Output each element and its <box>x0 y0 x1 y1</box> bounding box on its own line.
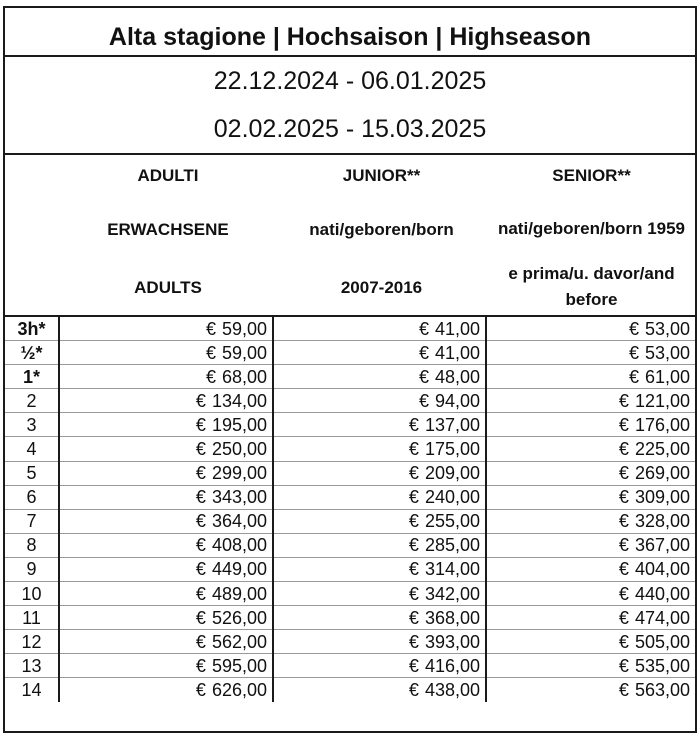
currency-symbol: € <box>618 390 629 411</box>
price-senior <box>486 437 695 461</box>
price-value: 342,00 <box>424 583 480 604</box>
currency-symbol: € <box>418 366 429 387</box>
header-senior-line2: nati/geboren/born 1959 <box>497 219 686 238</box>
price-adult <box>59 678 273 702</box>
currency-symbol: € <box>628 342 639 363</box>
price-senior <box>486 533 695 557</box>
price-value: 562,00 <box>211 631 267 652</box>
currency-symbol: € <box>195 535 206 556</box>
price-value: 137,00 <box>424 414 480 435</box>
currency-symbol: € <box>205 366 216 387</box>
price-junior <box>273 533 486 557</box>
table-row <box>5 557 695 581</box>
currency-symbol: € <box>408 559 419 580</box>
price-senior <box>486 485 695 509</box>
price-value: 343,00 <box>211 487 267 508</box>
currency-symbol: € <box>618 439 629 460</box>
currency-symbol: € <box>618 607 629 628</box>
price-value: 94,00 <box>434 390 480 411</box>
currency-symbol: € <box>618 559 629 580</box>
header-senior-line3: e prima/u. davor/and before <box>508 264 675 309</box>
price-junior <box>273 437 486 461</box>
table-row <box>5 485 695 509</box>
duration-label: 14 <box>5 678 59 702</box>
price-junior <box>273 365 486 389</box>
currency-symbol: € <box>408 535 419 556</box>
price-junior <box>273 485 486 509</box>
table-row <box>5 630 695 654</box>
price-value: 368,00 <box>424 607 480 628</box>
price-value: 474,00 <box>634 607 690 628</box>
table-row <box>5 365 695 389</box>
duration-label: 6 <box>5 485 59 509</box>
currency-symbol: € <box>195 414 206 435</box>
duration-label: 8 <box>5 533 59 557</box>
currency-symbol: € <box>195 607 206 628</box>
price-junior <box>273 606 486 630</box>
price-value: 176,00 <box>634 414 690 435</box>
currency-symbol: € <box>618 414 629 435</box>
price-value: 595,00 <box>211 655 267 676</box>
currency-symbol: € <box>408 631 419 652</box>
price-value: 393,00 <box>424 631 480 652</box>
header-senior <box>488 155 695 315</box>
table-row <box>5 317 695 341</box>
price-value: 41,00 <box>434 318 480 339</box>
price-adult <box>59 341 273 365</box>
currency-symbol: € <box>628 318 639 339</box>
currency-symbol: € <box>205 318 216 339</box>
currency-symbol: € <box>195 655 206 676</box>
table-row <box>5 582 695 606</box>
price-adult <box>59 606 273 630</box>
price-adult <box>59 654 273 678</box>
price-senior <box>486 509 695 533</box>
price-value: 489,00 <box>211 583 267 604</box>
price-adult <box>59 437 273 461</box>
price-senior <box>486 341 695 365</box>
price-senior <box>486 365 695 389</box>
column-headers <box>5 155 695 317</box>
duration-label: 11 <box>5 606 59 630</box>
header-adults-line1: ADULTI <box>137 166 199 185</box>
price-adult <box>59 389 273 413</box>
duration-label: 7 <box>5 509 59 533</box>
price-value: 314,00 <box>424 559 480 580</box>
price-value: 250,00 <box>211 439 267 460</box>
table-row <box>5 413 695 437</box>
table-row <box>5 341 695 365</box>
price-adult <box>59 582 273 606</box>
currency-symbol: € <box>195 559 206 580</box>
price-adult <box>59 509 273 533</box>
header-senior-line1: SENIOR** <box>552 166 631 185</box>
price-value: 269,00 <box>634 463 690 484</box>
header-junior-line3: 2007-2016 <box>340 278 423 297</box>
price-adult <box>59 365 273 389</box>
price-value: 59,00 <box>221 318 267 339</box>
price-junior <box>273 461 486 485</box>
price-value: 175,00 <box>424 439 480 460</box>
price-table <box>3 6 697 733</box>
price-junior <box>273 654 486 678</box>
price-junior <box>273 389 486 413</box>
price-rows <box>5 317 695 731</box>
price-value: 209,00 <box>424 463 480 484</box>
price-adult <box>59 317 273 341</box>
price-senior <box>486 389 695 413</box>
period-1: 22.12.2024 - 06.01.2025 <box>213 67 487 95</box>
currency-symbol: € <box>195 631 206 652</box>
price-junior <box>273 341 486 365</box>
currency-symbol: € <box>205 342 216 363</box>
currency-symbol: € <box>408 511 419 532</box>
price-value: 505,00 <box>634 631 690 652</box>
price-senior <box>486 461 695 485</box>
season-periods <box>5 57 695 155</box>
duration-label: 3h* <box>17 318 46 339</box>
price-value: 328,00 <box>634 511 690 532</box>
duration-label: ½* <box>5 341 59 365</box>
currency-symbol: € <box>408 439 419 460</box>
currency-symbol: € <box>618 463 629 484</box>
currency-symbol: € <box>618 583 629 604</box>
duration-label: 12 <box>5 630 59 654</box>
price-value: 404,00 <box>634 559 690 580</box>
price-adult <box>59 533 273 557</box>
price-value: 59,00 <box>221 342 267 363</box>
price-value: 563,00 <box>634 679 690 700</box>
currency-symbol: € <box>408 463 419 484</box>
price-junior <box>273 582 486 606</box>
currency-symbol: € <box>418 342 429 363</box>
header-junior-line2: nati/geboren/born <box>309 220 454 239</box>
table-row <box>5 509 695 533</box>
price-value: 364,00 <box>211 511 267 532</box>
currency-symbol: € <box>195 511 206 532</box>
price-value: 48,00 <box>434 366 480 387</box>
price-junior <box>273 413 486 437</box>
price-senior <box>486 557 695 581</box>
price-senior <box>486 317 695 341</box>
currency-symbol: € <box>628 366 639 387</box>
duration-label: 13 <box>5 654 59 678</box>
price-value: 309,00 <box>634 487 690 508</box>
price-adult <box>59 413 273 437</box>
price-value: 225,00 <box>634 439 690 460</box>
price-value: 255,00 <box>424 511 480 532</box>
duration-label: 1* <box>5 365 59 389</box>
price-value: 526,00 <box>211 607 267 628</box>
currency-symbol: € <box>195 390 206 411</box>
price-value: 53,00 <box>644 318 690 339</box>
duration-label: 2 <box>5 389 59 413</box>
currency-symbol: € <box>418 390 429 411</box>
currency-symbol: € <box>618 655 629 676</box>
price-adult <box>59 630 273 654</box>
currency-symbol: € <box>408 607 419 628</box>
price-value: 535,00 <box>634 655 690 676</box>
currency-symbol: € <box>408 679 419 700</box>
price-junior <box>273 509 486 533</box>
price-senior <box>486 654 695 678</box>
currency-symbol: € <box>408 583 419 604</box>
currency-symbol: € <box>618 679 629 700</box>
table-row <box>5 678 695 702</box>
currency-symbol: € <box>408 655 419 676</box>
currency-symbol: € <box>618 535 629 556</box>
table-row <box>5 437 695 461</box>
price-value: 367,00 <box>634 535 690 556</box>
table-row <box>5 654 695 678</box>
price-senior <box>486 413 695 437</box>
header-adults-line2: ERWACHSENE <box>107 220 229 239</box>
table-row <box>5 533 695 557</box>
table-row <box>5 606 695 630</box>
price-value: 626,00 <box>211 679 267 700</box>
header-junior <box>275 155 488 315</box>
price-senior <box>486 582 695 606</box>
price-junior <box>273 317 486 341</box>
currency-symbol: € <box>408 414 419 435</box>
price-junior <box>273 678 486 702</box>
currency-symbol: € <box>195 679 206 700</box>
season-title: Alta stagione | Hochsaison | Highseason <box>5 8 695 57</box>
price-adult <box>59 461 273 485</box>
currency-symbol: € <box>408 487 419 508</box>
duration-label: 9 <box>5 557 59 581</box>
price-senior <box>486 678 695 702</box>
price-value: 285,00 <box>424 535 480 556</box>
price-adult <box>59 485 273 509</box>
price-value: 121,00 <box>634 390 690 411</box>
duration-label: 4 <box>5 437 59 461</box>
duration-label: 5 <box>5 461 59 485</box>
currency-symbol: € <box>195 583 206 604</box>
currency-symbol: € <box>195 463 206 484</box>
price-junior <box>273 630 486 654</box>
price-value: 68,00 <box>221 366 267 387</box>
currency-symbol: € <box>618 511 629 532</box>
price-value: 416,00 <box>424 655 480 676</box>
price-adult <box>59 557 273 581</box>
price-value: 299,00 <box>211 463 267 484</box>
price-value: 61,00 <box>644 366 690 387</box>
price-senior <box>486 630 695 654</box>
price-value: 134,00 <box>211 390 267 411</box>
duration-label: 10 <box>5 582 59 606</box>
price-value: 438,00 <box>424 679 480 700</box>
header-junior-line1: JUNIOR** <box>342 166 421 185</box>
price-value: 408,00 <box>211 535 267 556</box>
period-2: 02.02.2025 - 15.03.2025 <box>213 115 487 143</box>
header-adults <box>61 155 275 315</box>
price-value: 53,00 <box>644 342 690 363</box>
duration-label: 3 <box>5 413 59 437</box>
currency-symbol: € <box>195 439 206 460</box>
price-senior <box>486 606 695 630</box>
table-row <box>5 461 695 485</box>
price-value: 240,00 <box>424 487 480 508</box>
price-junior <box>273 557 486 581</box>
price-value: 41,00 <box>434 342 480 363</box>
header-adults-line3: ADULTS <box>134 278 202 297</box>
currency-symbol: € <box>618 631 629 652</box>
price-value: 440,00 <box>634 583 690 604</box>
table-row <box>5 389 695 413</box>
currency-symbol: € <box>418 318 429 339</box>
price-value: 449,00 <box>211 559 267 580</box>
currency-symbol: € <box>195 487 206 508</box>
price-value: 195,00 <box>211 414 267 435</box>
currency-symbol: € <box>618 487 629 508</box>
